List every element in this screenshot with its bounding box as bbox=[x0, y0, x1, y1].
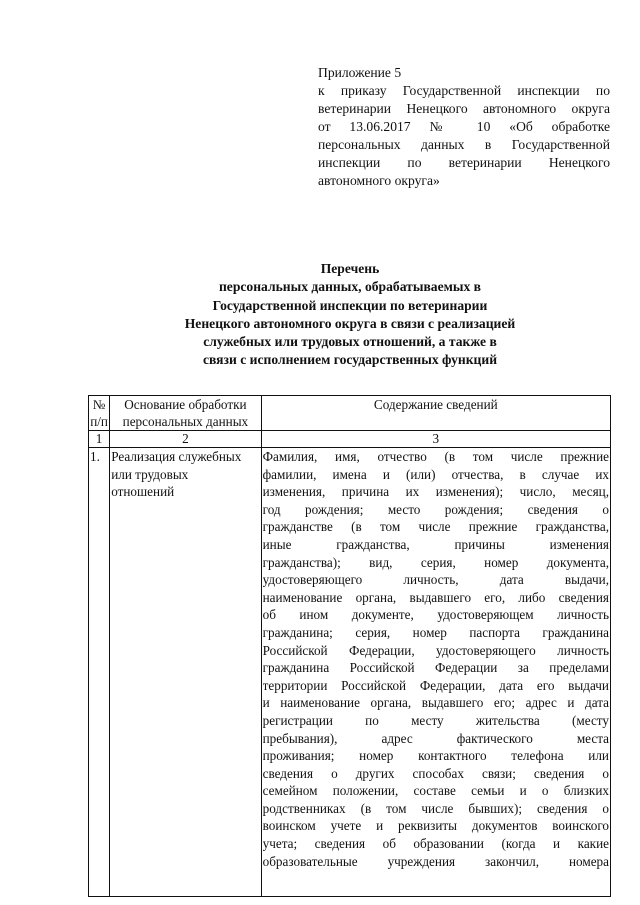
content-line: проживания; номер контактного телефона или bbox=[262, 748, 609, 764]
table-header-row bbox=[89, 396, 611, 431]
content-line: территории Российской Федерации, дата его выдачи bbox=[262, 677, 609, 693]
title-line: персональных данных, обрабатываемых в bbox=[218, 279, 482, 295]
content-line: Фамилия, имя, отчество (в том числе прежние bbox=[262, 449, 609, 464]
content-line: и наименование органа, выдавшего его; адрес и дата bbox=[262, 695, 609, 711]
index-cell: 3 bbox=[261, 431, 610, 448]
basis-line: Реализация служебных bbox=[111, 449, 242, 464]
annex-line: инспекции по ветеринарии Ненецкого bbox=[318, 155, 610, 170]
annex-line: к приказу Государственной инспекции по bbox=[318, 83, 610, 98]
content-line: иные гражданства, причины изменения bbox=[262, 536, 609, 552]
annex-line: от 13.06.2017 № 10 «Об обработке bbox=[318, 119, 610, 134]
content-line: Российской Федерации, удостоверяющего личность bbox=[262, 642, 609, 658]
header-basis bbox=[110, 396, 261, 431]
table-row bbox=[89, 448, 611, 897]
content-line: год рождения; место рождения; сведения о bbox=[262, 501, 609, 517]
header-num bbox=[89, 396, 110, 431]
content-line: воинском учете и реквизиты документов воинского bbox=[262, 818, 609, 834]
content-line: гражданина; серия, номер паспорта гражданина bbox=[262, 624, 609, 640]
title-line: Перечень bbox=[320, 261, 380, 276]
index-cell: 2 bbox=[110, 431, 261, 448]
basis-line: отношений bbox=[111, 484, 175, 500]
content-line: гражданства); вид, серия, номер документа, bbox=[262, 554, 609, 570]
header-content: Содержание сведений bbox=[261, 396, 610, 431]
content-line: регистрации по месту жительства (месту bbox=[262, 712, 609, 728]
content-line: гражданстве (в том числе прежние гражданства, bbox=[262, 519, 609, 535]
content-line: наименование органа, выдавшего его, либо сведения bbox=[262, 589, 609, 605]
content-text bbox=[263, 448, 609, 896]
header-num-line: № bbox=[92, 397, 106, 412]
content-line: образовательные учреждения закончил, номера bbox=[262, 853, 609, 869]
annex-line: ветеринарии Ненецкого автономного округа bbox=[318, 101, 610, 116]
title-line: Государственной инспекции по ветеринарии bbox=[212, 297, 488, 313]
content-line: семейном положении, составе семьи и о близких bbox=[262, 783, 609, 799]
content-line: сведения о других способах связи; сведения о bbox=[262, 765, 609, 781]
header-basis-line: Основание обработки bbox=[124, 397, 247, 412]
annex-line: персональных данных в Государственной bbox=[318, 137, 610, 152]
annex-header bbox=[318, 64, 610, 190]
content-line: удостоверяющего личность, дата выдачи, bbox=[262, 572, 609, 588]
row-content bbox=[261, 448, 610, 897]
content-line: учета; сведения об образовании (когда и какие bbox=[262, 836, 609, 852]
row-basis bbox=[110, 448, 261, 897]
title-line: служебных или трудовых отношений, а также в bbox=[203, 334, 497, 350]
basis-line: или трудовых bbox=[111, 466, 189, 482]
content-line: родственниках (в том числе бывших); сведения о bbox=[262, 800, 609, 816]
personal-data-table bbox=[88, 395, 611, 897]
content-line: пребывания), адрес фактического места bbox=[262, 730, 609, 746]
title-line: Ненецкого автономного округа в связи с реализацией bbox=[184, 315, 516, 331]
table-index-row bbox=[89, 431, 611, 448]
content-line: изменения, причина их изменения); число, месяц, bbox=[262, 484, 609, 500]
header-basis-line: персональных данных bbox=[122, 414, 249, 429]
content-line: фамилии, имена и (или) отчества, в случае их bbox=[262, 466, 609, 482]
document-title bbox=[100, 260, 600, 370]
title-line: связи с исполнением государственных функций bbox=[202, 352, 498, 368]
index-cell: 1 bbox=[89, 431, 110, 448]
annex-line: автономного округа» bbox=[318, 173, 440, 188]
annex-line: Приложение 5 bbox=[318, 65, 402, 80]
header-num-line: п/п bbox=[90, 414, 108, 429]
content-line: гражданина Российской Федерации за пределами bbox=[262, 660, 609, 676]
content-line: об ином документе, удостоверяющем личность bbox=[262, 607, 609, 623]
row-number: 1. bbox=[89, 448, 110, 897]
